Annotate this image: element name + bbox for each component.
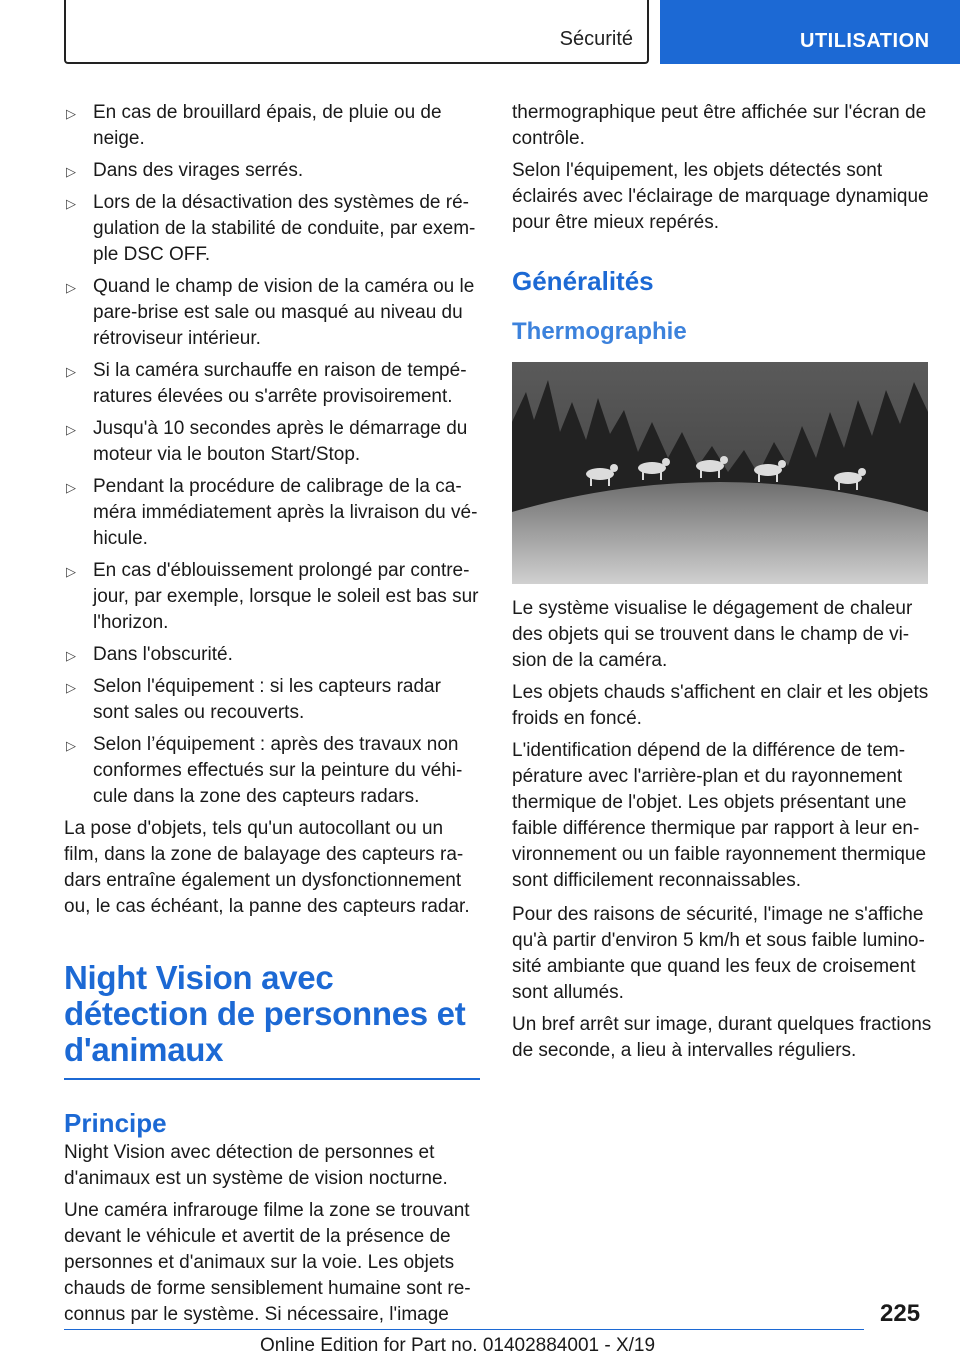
list-item: ▷ En cas de brouillard épais, de pluie ou de neige. bbox=[66, 102, 442, 149]
triangle-bullet-icon: ▷ bbox=[66, 680, 76, 695]
list-item: ▷ Selon l'équipement : si les capteurs radar sont sales ou recouverts. bbox=[66, 676, 441, 723]
equipment-paragraph: Selon l'équipement, les objets détectés sont éclairés avec l'éclairage de marquage dynamique pour être mieux repérés. bbox=[512, 160, 929, 233]
triangle-bullet-icon: ▷ bbox=[66, 564, 76, 579]
thermographie-heading: Thermographie bbox=[512, 318, 687, 345]
section-heading: Night Vision avec détection de personnes et d'animaux bbox=[64, 960, 480, 1080]
list-item: ▷ Selon l’équipement : après des travaux non conformes effectués sur la peinture du véhicule dans la zone des capteurs radars. bbox=[66, 734, 463, 807]
header-chapter-tab bbox=[660, 0, 960, 64]
list-item: ▷ Dans l'obscurité. bbox=[64, 642, 480, 668]
list-item: ▷ Si la caméra surchauffe en raison de températures élevées ou s'arrête provisoirement. bbox=[66, 360, 467, 407]
principe-paragraph: Night Vision avec détection de personnes et d'animaux est un système de vision nocturne. bbox=[64, 1142, 448, 1189]
safety-paragraph: Pour des raisons de sécurité, l'image ne s'affiche qu'à partir d'environ 5 km/h et sous faible luminosité ambiante que quand les feux de croisement sont allumés. bbox=[512, 904, 925, 1003]
triangle-bullet-icon: ▷ bbox=[66, 364, 76, 379]
thermo-paragraph: Le système visualise le dégagement de chaleur des objets qui se trouvent dans le champ de vision de la caméra. bbox=[512, 598, 913, 671]
footer-divider bbox=[64, 1329, 864, 1330]
page-number: 225 bbox=[880, 1300, 921, 1327]
list-item: ▷ Jusqu'à 10 secondes après le démarrage du moteur via le bouton Start/Stop. bbox=[66, 418, 468, 465]
right-column bbox=[512, 100, 932, 1070]
freeze-frame-paragraph: Un bref arrêt sur image, durant quelques fractions de seconde, a lieu à intervalles réguliers. bbox=[512, 1014, 932, 1061]
generalites-heading: Généralités bbox=[512, 266, 654, 296]
triangle-bullet-icon: ▷ bbox=[66, 738, 76, 753]
thermo-paragraph: L'identification dépend de la différence de température avec l'arrière-plan et du rayonnement thermique de l'objet. Les objets présentant une faible différence thermique par rapport à leur environnement ou un faible rayonnement thermique sont difficilement reconnaissables. bbox=[512, 740, 927, 891]
list-item: ▷ En cas d'éblouissement prolongé par contrejour, par exemple, lorsque le soleil est bas sur l'horizon. bbox=[66, 560, 479, 633]
principe-paragraph: Une caméra infrarouge filme la zone se trouvant devant le véhicule et avertit de la présence de personnes et d'animaux sur la voie. Les objets chauds de forme sensiblement humaine sont reconnus par le système. Si nécessaire, l'image bbox=[64, 1200, 471, 1325]
thermo-paragraph: Les objets chauds s'affichent en clair et les objets froids en foncé. bbox=[512, 682, 929, 729]
triangle-bullet-icon: ▷ bbox=[66, 106, 76, 121]
list-item: ▷ Pendant la procédure de calibrage de la caméra immédiatement après la livraison du véhicule. bbox=[66, 476, 478, 549]
header-section-tab bbox=[64, 0, 649, 64]
triangle-bullet-icon: ▷ bbox=[66, 196, 76, 211]
list-item: ▷ Lors de la désactivation des systèmes de régulation de la stabilité de conduite, par exemple DSC OFF. bbox=[66, 192, 476, 265]
triangle-bullet-icon: ▷ bbox=[66, 648, 76, 663]
radar-note-paragraph: La pose d'objets, tels qu'un autocollant ou un film, dans la zone de balayage des capteurs radars entraîne également un dysfonctionnement ou, le cas échéant, la panne des capteurs radar. bbox=[64, 818, 470, 917]
list-item: ▷ Quand le champ de vision de la caméra ou le pare-brise est sale ou masqué au niveau du rétroviseur intérieur. bbox=[66, 276, 475, 349]
triangle-bullet-icon: ▷ bbox=[66, 422, 76, 437]
chapter-title: UTILISATION bbox=[800, 30, 930, 52]
list-item: ▷ Dans des virages serrés. bbox=[64, 158, 480, 184]
triangle-bullet-icon: ▷ bbox=[66, 164, 76, 179]
triangle-bullet-icon: ▷ bbox=[66, 280, 76, 295]
limitation-list bbox=[64, 100, 480, 810]
continued-paragraph: thermographique peut être affichée sur l'écran de contrôle. bbox=[512, 102, 927, 149]
section-title: Sécurité bbox=[559, 28, 633, 50]
edition-footer: Online Edition for Part no. 01402884001 - X/19 bbox=[260, 1335, 656, 1356]
principe-heading: Principe bbox=[64, 1108, 167, 1138]
thermal-image bbox=[512, 362, 928, 584]
triangle-bullet-icon: ▷ bbox=[66, 480, 76, 495]
left-column bbox=[64, 100, 480, 1334]
